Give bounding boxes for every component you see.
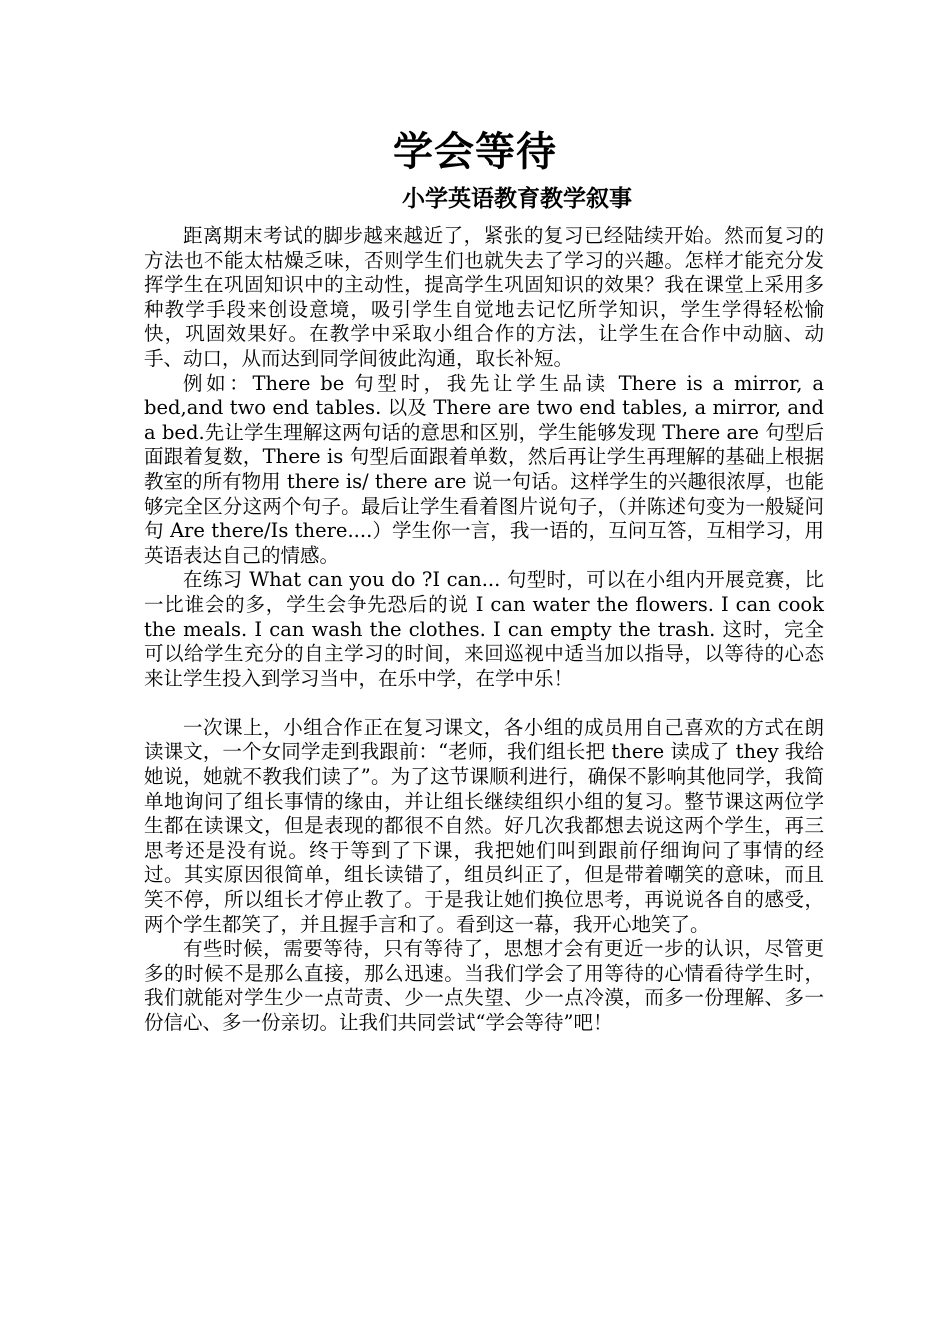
paragraph-conclusion: 有些时候，需要等待，只有等待了，思想才会有更近一步的认识，尽管更多的时候不是那么直接，那么迅速。当我们学会了用等待的心情看待学生时，我们就能对学生少一点苛责、少一点失望、少一点冷漠，而多一份理解、多一份信心、多一份亲切。让我们共同尝试“学会等待”吧！ bbox=[144, 937, 824, 1034]
paragraph-intro: 距离期末考试的脚步越来越近了，紧张的复习已经陆续开始。然而复习的方法也不能太枯燥乏味，否则学生们也就失去了学习的兴趣。怎样才能充分发挥学生在巩固知识中的主动性，提高学生巩固知识的效果？我在课堂上采用多种教学手段来创设意境，吸引学生自觉地去记忆所学知识，学生学得轻松愉快，巩固效果好。在教学中采取小组合作的方法，让学生在合作中动脑、动手、动口，从而达到同学间彼此沟通，取长补短。 bbox=[144, 224, 824, 370]
paragraph-classroom-story: 一次课上，小组合作正在复习课文，各小组的成员用自己喜欢的方式在朗读课文，一个女同学走到我跟前：“老师，我们组长把 there 读成了 they 我给她说，她就不教我们读了”。为了这节课顺利进行，确保不影响其他同学，我简单地询问了组长事情的缘由，并让组长继续组织小组的复习。整节课这两位学生都在读课文，但是表现的都很不自然。好几次我都想去说这两个学生，再三思考还是没有说。终于等到了下课，我把她们叫到跟前仔细询问了事情的经过。其实原因很简单，组长读错了，组员纠正了，但是带着嘲笑的意味，而且笑不停，所以组长才停止教了。于是我让她们换位思考，再说说各自的感受，两个学生都笑了，并且握手言和了。看到这一幕，我开心地笑了。 bbox=[144, 715, 824, 936]
paragraph-spacer bbox=[144, 691, 824, 716]
document-body bbox=[144, 224, 824, 1036]
paragraph-there-be-example: 例如：There be 句型时，我先让学生品读 There is a mirror, a bed,and two end tables. 以及 There are two end tables, a mirror, and a bed.先让学生理解这两句话的意思和区别，学生能够发现 There are 句型后面跟着复数，There is 句型后面跟着单数，然后再让学生再理解的基础上根据教室的所有物用 there is/ there are 说一句话。这样学生的兴趣很浓厚，也能够完全区分这两个句子。最后让学生看着图片说句子，（并陈述句变为一般疑问句 Are there/Is there....）学生你一言，我一语的，互问互答，互相学习，用英语表达自己的情感。 bbox=[144, 371, 824, 567]
paragraph-what-can-you-do: 在练习 What can you do ?I can... 句型时，可以在小组内开展竞赛，比一比谁会的多，学生会争先恐后的说 I can water the flowers. I can cook the meals. I can wash the clothes. I can empty the trash. 这时，完全可以给学生充分的自主学习的时间，来回巡视中适当加以指导，以等待的心态来让学生投入到学习当中，在乐中学，在学中乐！ bbox=[144, 568, 824, 690]
document-subtitle: 小学英语教育教学叙事 bbox=[402, 185, 632, 212]
document-title: 学会等待 bbox=[393, 128, 557, 175]
